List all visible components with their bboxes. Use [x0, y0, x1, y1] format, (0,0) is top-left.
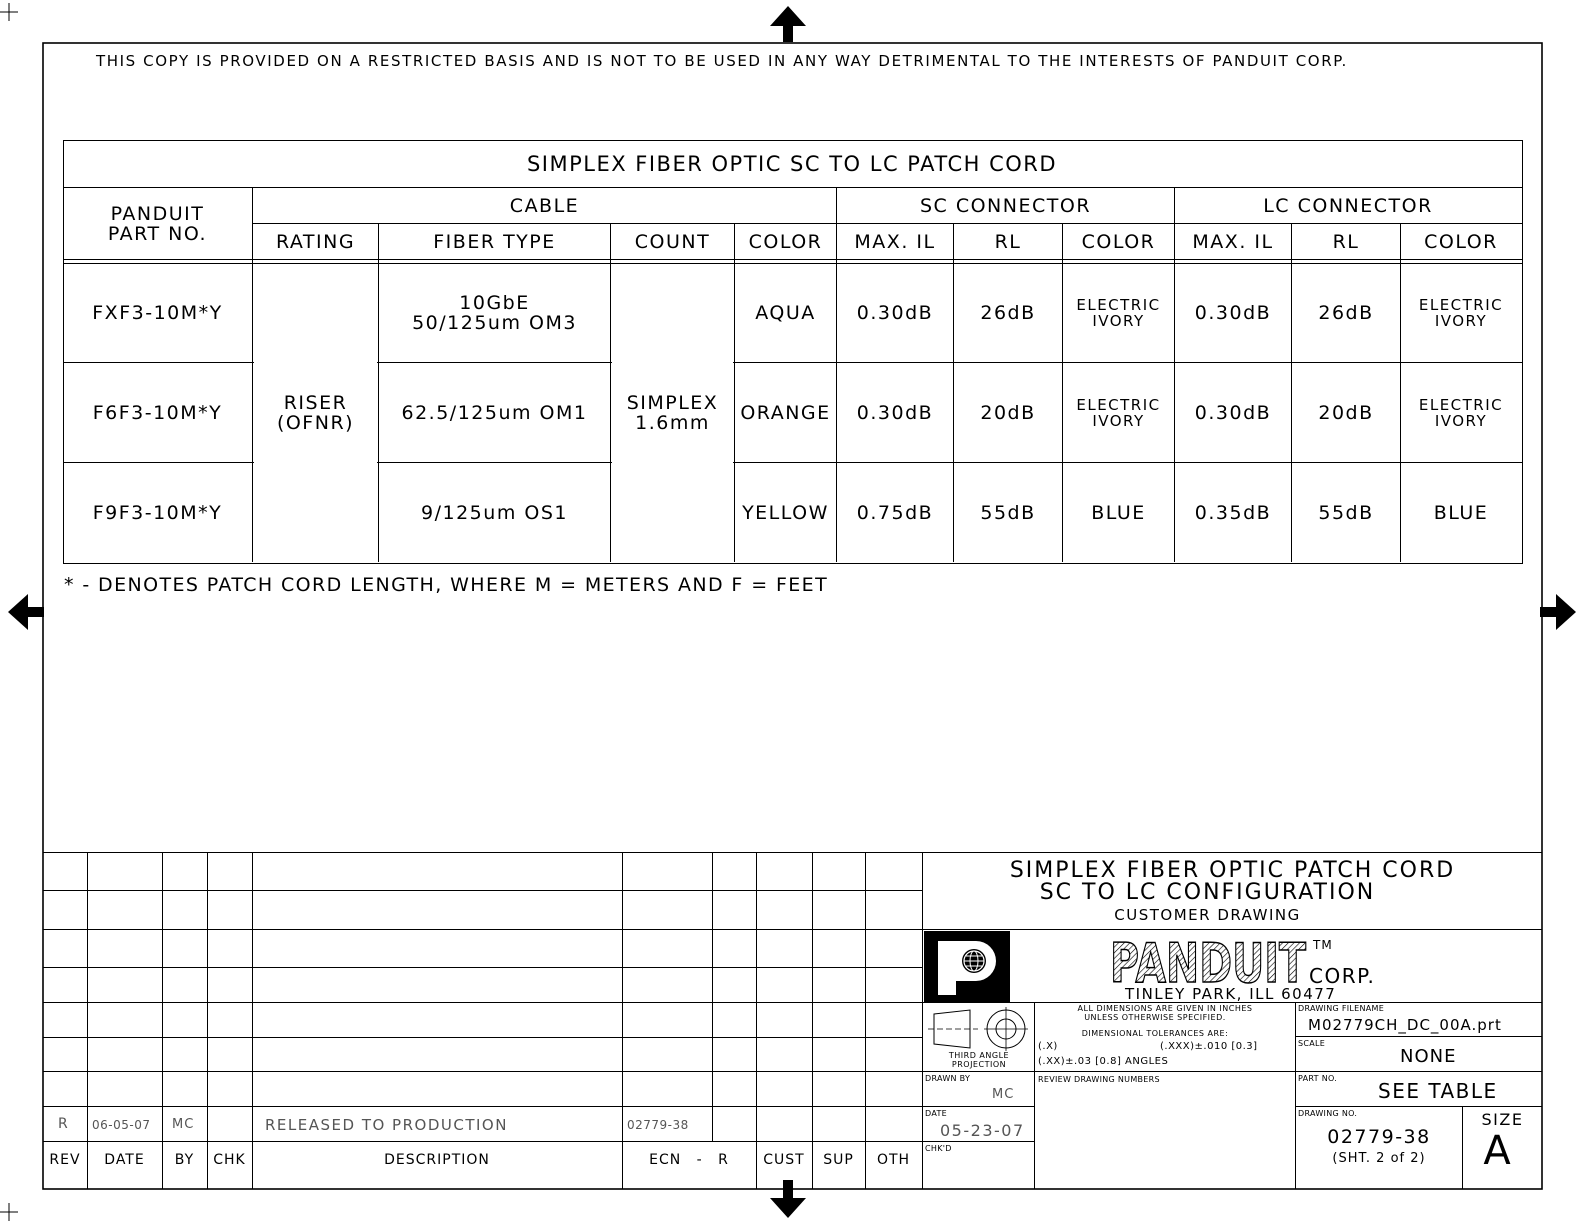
header-fiber-type: FIBER TYPE	[433, 230, 556, 253]
part-no-label: PART NO.	[1298, 1074, 1338, 1083]
cell-lc-rl: 55dB	[1318, 501, 1374, 524]
filename-value: M02779CH_DC_00A.prt	[1308, 1016, 1502, 1034]
svg-text:PANDUIT: PANDUIT	[1110, 936, 1307, 986]
drawing-title-line3: CUSTOMER DRAWING	[1114, 906, 1301, 924]
panduit-p-logo	[924, 931, 1010, 1003]
restriction-notice: THIS COPY IS PROVIDED ON A RESTRICTED BASIS AND IS NOT TO BE USED IN ANY WAY DETRIMENTAL TO THE INTERESTS OF PANDUIT CORP.	[96, 52, 1348, 70]
cell-lc-il: 0.35dB	[1194, 501, 1272, 524]
size-label: SIZE	[1481, 1110, 1524, 1129]
header-count: COUNT	[634, 230, 711, 253]
date-header: DATE	[104, 1152, 145, 1168]
chk-header: CHK	[213, 1152, 246, 1168]
date-value: 05-23-07	[940, 1121, 1025, 1140]
header-sc-connector: SC CONNECTOR	[919, 194, 1092, 217]
company-corp: CORP.	[1309, 964, 1376, 988]
cell-sc-il: 0.75dB	[856, 501, 934, 524]
drawing-no-value: 02779-38	[1327, 1126, 1431, 1148]
part-no-value: SEE TABLE	[1378, 1079, 1498, 1103]
header-rating: RATING	[275, 230, 356, 253]
header-lc-max-il: MAX. IL	[1192, 230, 1274, 253]
tolerance-title: DIMENSIONAL TOLERANCES ARE:	[1081, 1029, 1229, 1038]
cell-rating: RISER (OFNR)	[276, 392, 355, 434]
cell-sc-rl: 26dB	[980, 302, 1036, 324]
cell-lc-color: BLUE	[1433, 501, 1489, 524]
cell-sc-color: ELECTRIC IVORY	[1076, 296, 1161, 330]
rev-entry-rev: R	[58, 1116, 69, 1132]
cell-count: SIMPLEX 1.6mm	[626, 392, 719, 434]
cell-lc-rl: 20dB	[1318, 401, 1374, 424]
filename-label: DRAWING FILENAME	[1298, 1004, 1385, 1013]
cell-lc-color: ELECTRIC IVORY	[1418, 395, 1504, 430]
cell-lc-color: ELECTRIC IVORY	[1418, 296, 1504, 330]
cell-sc-rl: 20dB	[980, 401, 1036, 424]
checked-label: CHK'D	[925, 1144, 952, 1153]
date-label: DATE	[925, 1109, 948, 1118]
cell-color: AQUA	[755, 302, 816, 324]
trademark: TM	[1313, 938, 1333, 952]
header-lc-connector: LC CONNECTOR	[1263, 194, 1433, 217]
rev-entry-ecn: 02779-38	[627, 1118, 689, 1132]
footnote: * - DENOTES PATCH CORD LENGTH, WHERE M = METERS AND F = FEET	[64, 574, 829, 596]
tolerance-xxx: (.XXX)±.010 [0.3]	[1160, 1041, 1258, 1052]
ecn-header: ECN - R	[649, 1152, 729, 1168]
header-cable: CABLE	[509, 194, 580, 217]
sheet-number: (SHT. 2 of 2)	[1332, 1151, 1426, 1166]
header-lc-color: COLOR	[1424, 230, 1498, 253]
review-drawing-numbers-label: REVIEW DRAWING NUMBERS	[1038, 1075, 1160, 1084]
rev-entry-description: RELEASED TO PRODUCTION	[265, 1116, 508, 1134]
rev-header: REV	[49, 1152, 81, 1168]
tolerance-x: (.X)	[1038, 1041, 1058, 1052]
panduit-wordmark	[1108, 936, 1308, 986]
rev-entry-by: MC	[172, 1117, 195, 1132]
drawing-no-label: DRAWING NO.	[1298, 1109, 1358, 1118]
cell-lc-il: 0.30dB	[1194, 302, 1272, 324]
header-lc-rl: RL	[1332, 230, 1360, 253]
cell-part: F9F3-10M*Y	[92, 501, 223, 524]
oth-header: OTH	[876, 1152, 911, 1168]
cell-sc-il: 0.30dB	[856, 302, 934, 324]
drawn-by-label: DRAWN BY	[925, 1074, 971, 1083]
cell-color: ORANGE	[740, 401, 831, 424]
cell-sc-rl: 55dB	[980, 501, 1036, 524]
table-title: SIMPLEX FIBER OPTIC SC TO LC PATCH CORD	[526, 152, 1058, 176]
cell-part: F6F3-10M*Y	[92, 401, 223, 424]
cust-header: CUST	[763, 1152, 805, 1168]
cell-sc-color: ELECTRIC IVORY	[1076, 395, 1161, 430]
by-header: BY	[174, 1152, 195, 1168]
drawing-title-line2: SC TO LC CONFIGURATION	[1039, 880, 1376, 905]
drawn-by-value: MC	[992, 1087, 1015, 1102]
scale-value: NONE	[1400, 1046, 1457, 1067]
rev-entry-date: 06-05-07	[92, 1118, 151, 1132]
projection-label: THIRD ANGLE PROJECTION	[948, 1051, 1010, 1069]
cell-color: YELLOW	[742, 501, 829, 524]
header-sc-color: COLOR	[1081, 230, 1156, 253]
size-value: A	[1483, 1128, 1512, 1174]
cell-part: FXF3-10M*Y	[92, 302, 223, 324]
description-header: DESCRIPTION	[384, 1152, 490, 1168]
drawing-title-line1: SIMPLEX FIBER OPTIC PATCH CORD	[1009, 858, 1456, 883]
globe-icon	[924, 931, 1010, 1003]
header-sc-rl: RL	[994, 230, 1022, 253]
header-part-no: PANDUIT PART NO.	[107, 203, 208, 245]
company-address: TINLEY PARK, ILL 60477	[1125, 985, 1337, 1003]
cell-sc-il: 0.30dB	[856, 401, 934, 424]
cell-fiber: 62.5/125um OM1	[401, 401, 588, 424]
cell-lc-rl: 26dB	[1318, 302, 1374, 324]
header-sc-max-il: MAX. IL	[854, 230, 936, 253]
header-cable-color: COLOR	[748, 230, 823, 253]
cell-sc-color: BLUE	[1091, 501, 1146, 524]
cell-fiber: 10GbE 50/125um OM3	[412, 292, 577, 334]
dims-note-2: UNLESS OTHERWISE SPECIFIED.	[1084, 1013, 1226, 1022]
third-angle-projection-icon	[928, 1006, 1032, 1052]
cell-fiber: 9/125um OS1	[421, 501, 568, 524]
cell-lc-il: 0.30dB	[1194, 401, 1272, 424]
tolerance-xx: (.XX)±.03 [0.8] ANGLES	[1038, 1056, 1169, 1067]
scale-label: SCALE	[1298, 1039, 1326, 1048]
sup-header: SUP	[823, 1152, 854, 1168]
dims-note-1: ALL DIMENSIONS ARE GIVEN IN INCHES	[1077, 1004, 1253, 1013]
